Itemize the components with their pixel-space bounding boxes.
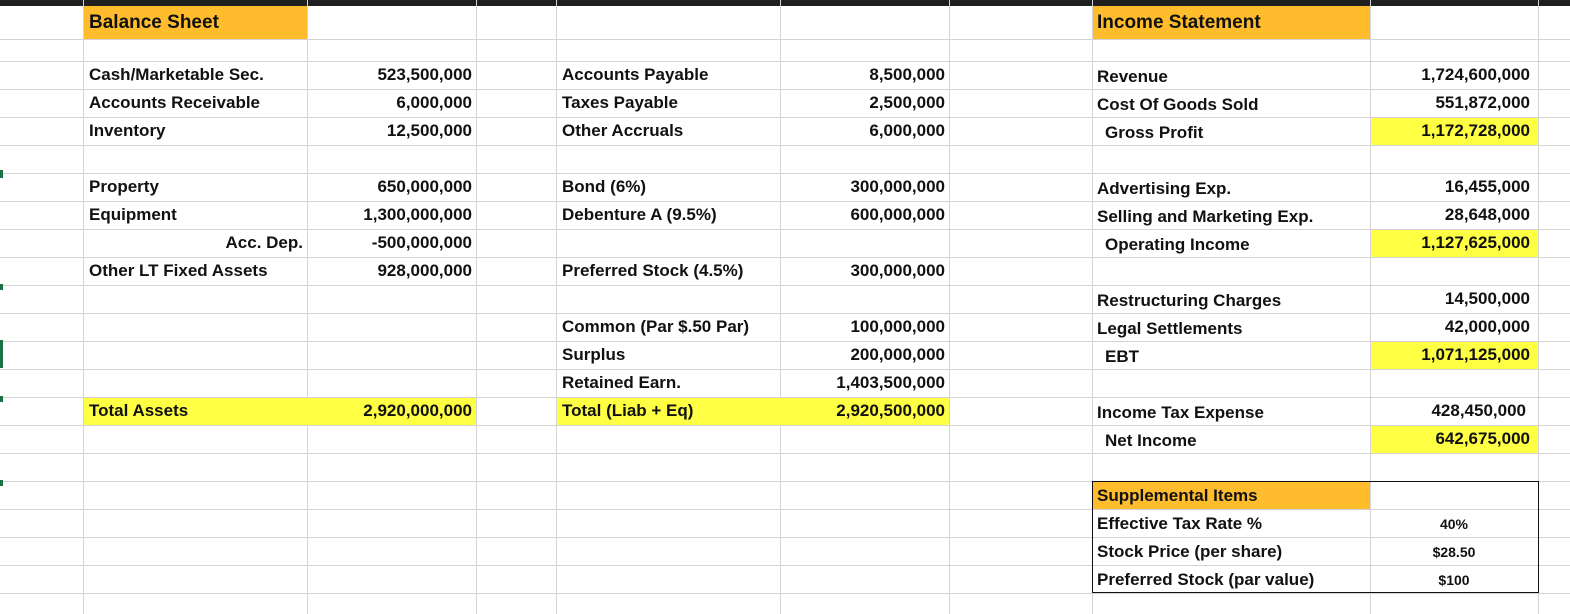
- income-label[interactable]: Operating Income: [1105, 235, 1250, 254]
- income-label[interactable]: EBT: [1105, 347, 1139, 366]
- liability-label[interactable]: Accounts Payable: [562, 65, 709, 84]
- asset-value[interactable]: 928,000,000: [377, 261, 472, 280]
- gridline: [556, 0, 557, 614]
- income-statement-title[interactable]: Income Statement: [1097, 12, 1261, 33]
- liability-label[interactable]: Bond (6%): [562, 177, 647, 196]
- liability-label[interactable]: Debenture A (9.5%): [562, 205, 717, 224]
- income-label[interactable]: Advertising Exp.: [1097, 179, 1232, 198]
- income-label[interactable]: Net Income: [1105, 431, 1197, 450]
- income-label[interactable]: Selling and Marketing Exp.: [1097, 207, 1314, 226]
- equity-label[interactable]: Surplus: [562, 345, 626, 364]
- row-marker: [0, 340, 3, 368]
- supplemental-title[interactable]: Supplemental Items: [1097, 486, 1258, 505]
- liability-value[interactable]: 6,000,000: [869, 121, 945, 140]
- asset-label[interactable]: Cash/Marketable Sec.: [89, 65, 264, 84]
- asset-value[interactable]: 12,500,000: [386, 121, 472, 140]
- income-label[interactable]: Revenue: [1097, 67, 1168, 86]
- liability-label[interactable]: Preferred Stock (4.5%): [562, 261, 744, 280]
- supplemental-value[interactable]: 40%: [1439, 516, 1469, 532]
- income-value[interactable]: 642,675,000: [1435, 429, 1530, 448]
- liability-value[interactable]: 300,000,000: [850, 261, 945, 280]
- supplemental-label[interactable]: Stock Price (per share): [1097, 542, 1283, 561]
- income-label[interactable]: Cost Of Goods Sold: [1097, 95, 1259, 114]
- gridline: [0, 593, 1570, 594]
- equity-value[interactable]: 100,000,000: [850, 317, 945, 336]
- supplemental-value[interactable]: $28.50: [1432, 544, 1476, 560]
- income-value[interactable]: 428,450,000: [1431, 401, 1526, 420]
- balance-sheet-title[interactable]: Balance Sheet: [89, 12, 219, 33]
- gridline: [83, 0, 84, 614]
- income-value[interactable]: 16,455,000: [1444, 177, 1530, 196]
- liability-value[interactable]: 300,000,000: [850, 177, 945, 196]
- asset-value[interactable]: 1,300,000,000: [363, 205, 472, 224]
- income-value[interactable]: 14,500,000: [1444, 289, 1530, 308]
- total-assets-label[interactable]: Total Assets: [89, 401, 189, 420]
- total-liab-eq-label[interactable]: Total (Liab + Eq): [562, 401, 694, 420]
- equity-label[interactable]: Retained Earn.: [562, 373, 682, 392]
- income-label[interactable]: Gross Profit: [1105, 123, 1204, 142]
- income-label[interactable]: Legal Settlements: [1097, 319, 1243, 338]
- row-marker: [0, 396, 3, 402]
- total-assets-value[interactable]: 2,920,000,000: [363, 401, 472, 420]
- income-value[interactable]: 551,872,000: [1435, 93, 1530, 112]
- gridline: [0, 453, 1570, 454]
- income-value[interactable]: 1,724,600,000: [1421, 65, 1530, 84]
- asset-label[interactable]: Equipment: [89, 205, 177, 224]
- gridline: [0, 425, 1570, 426]
- liability-value[interactable]: 600,000,000: [850, 205, 945, 224]
- gridline: [0, 285, 1570, 286]
- income-value[interactable]: 1,071,125,000: [1421, 345, 1530, 364]
- liability-value[interactable]: 8,500,000: [869, 65, 945, 84]
- asset-label[interactable]: Other LT Fixed Assets: [89, 261, 268, 280]
- asset-label[interactable]: Inventory: [89, 121, 166, 140]
- income-label[interactable]: Income Tax Expense: [1097, 403, 1264, 422]
- income-value[interactable]: 1,172,728,000: [1421, 121, 1530, 140]
- gridline: [949, 0, 950, 614]
- gridline: [476, 0, 477, 614]
- asset-value[interactable]: 523,500,000: [377, 65, 472, 84]
- asset-value[interactable]: 6,000,000: [396, 93, 472, 112]
- liability-label[interactable]: Taxes Payable: [562, 93, 678, 112]
- income-value[interactable]: 42,000,000: [1444, 317, 1530, 336]
- asset-value[interactable]: -500,000,000: [371, 233, 472, 252]
- liability-label[interactable]: Other Accruals: [562, 121, 684, 140]
- gridline: [0, 145, 1570, 146]
- supplemental-label[interactable]: Preferred Stock (par value): [1097, 570, 1315, 589]
- asset-label[interactable]: Acc. Dep.: [225, 233, 303, 252]
- asset-label[interactable]: Property: [89, 177, 159, 196]
- gridline: [0, 39, 1570, 40]
- row-marker: [0, 170, 3, 178]
- row-marker: [0, 284, 3, 290]
- income-value[interactable]: 1,127,625,000: [1421, 233, 1530, 252]
- liability-value[interactable]: 2,500,000: [869, 93, 945, 112]
- equity-label[interactable]: Common (Par $.50 Par): [562, 317, 750, 336]
- supplemental-value[interactable]: $100: [1438, 572, 1470, 588]
- total-liab-eq-value[interactable]: 2,920,500,000: [836, 401, 945, 420]
- supplemental-label[interactable]: Effective Tax Rate %: [1097, 514, 1263, 533]
- equity-value[interactable]: 200,000,000: [850, 345, 945, 364]
- asset-label[interactable]: Accounts Receivable: [89, 93, 261, 112]
- asset-value[interactable]: 650,000,000: [377, 177, 472, 196]
- income-value[interactable]: 28,648,000: [1444, 205, 1530, 224]
- equity-value[interactable]: 1,403,500,000: [836, 373, 945, 392]
- income-label[interactable]: Restructuring Charges: [1097, 291, 1282, 310]
- row-marker: [0, 480, 3, 486]
